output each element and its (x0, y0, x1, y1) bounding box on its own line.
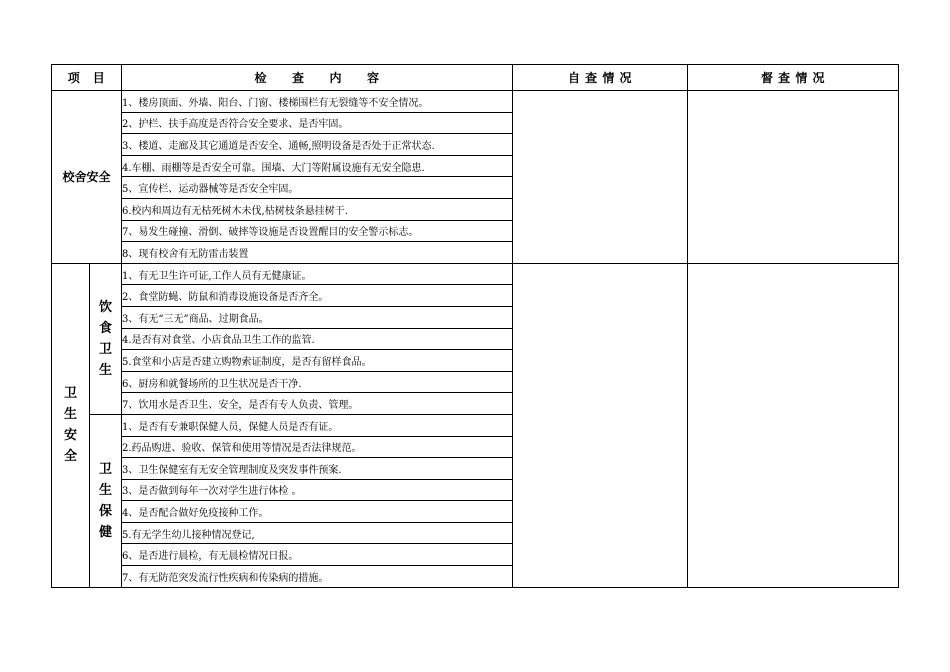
subcategory-health-care: 卫生保健 (90, 414, 122, 587)
check-item: 3、卫生保健室有无安全管理制度及突发事件预案. (122, 458, 513, 480)
supervise-check-cell-health[interactable] (688, 263, 899, 587)
check-item: 8、现有校舍有无防雷击装置 (122, 242, 513, 264)
check-item: 7、有无防范突发流行性疾病和传染病的措施。 (122, 566, 513, 588)
check-item: 6、是否进行晨检，有无晨检情况日报。 (122, 544, 513, 566)
check-item: 2.药品购进、验收、保管和使用等情况是否法律规范。 (122, 436, 513, 458)
header-supervise-check: 督 查 情 况 (688, 65, 899, 91)
category-campus-safety: 校舍安全 (52, 91, 122, 264)
check-item: 5.有无学生幼儿接种情况登记, (122, 522, 513, 544)
check-item: 4.车棚、雨棚等是否安全可靠。围墙、大门等附属设施有无安全隐患. (122, 155, 513, 177)
check-item: 1、楼房顶面、外墙、阳台、门窗、楼梯围栏有无裂缝等不安全情况。 (122, 91, 513, 113)
check-item: 3、是否做到每年一次对学生进行体检 。 (122, 479, 513, 501)
header-row (52, 65, 899, 91)
safety-inspection-table (51, 64, 899, 588)
subcategory-food-hygiene: 饮食卫生 (90, 263, 122, 414)
self-check-cell-campus[interactable] (513, 91, 688, 264)
check-item: 2、食堂防蝇、防鼠和消毒设施设备是否齐全。 (122, 285, 513, 307)
check-item: 3、楼道、走廊及其它通道是否安全、通畅,照明设备是否处于正常状态. (122, 134, 513, 156)
check-item: 4、是否配合做好免疫接种工作。 (122, 501, 513, 523)
table-row (52, 91, 899, 113)
check-item: 7、易发生碰撞、滑倒、破摔等设施是否设置醒目的安全警示标志。 (122, 220, 513, 242)
check-item: 6、厨房和就餐场所的卫生状况是否干净. (122, 371, 513, 393)
check-item: 1、有无卫生许可证,工作人员有无健康证。 (122, 263, 513, 285)
header-self-check: 自 查 情 况 (513, 65, 688, 91)
check-item: 4.是否有对食堂、小店食品卫生工作的监管. (122, 328, 513, 350)
header-project: 项 目 (52, 65, 122, 91)
check-item: 6.校内和周边有无枯死树木未伐,枯树枝条悬挂树干. (122, 198, 513, 220)
header-content: 检 查 内 容 (122, 65, 513, 91)
self-check-cell-health[interactable] (513, 263, 688, 587)
check-item: 1、是否有专兼职保健人员，保健人员是否有证。 (122, 414, 513, 436)
category-health-safety: 卫生安全 (52, 263, 90, 587)
supervise-check-cell-campus[interactable] (688, 91, 899, 264)
check-item: 5.食堂和小店是否建立购物索证制度，是否有留样食品。 (122, 350, 513, 372)
check-item: 2、护栏、扶手高度是否符合安全要求、是否牢固。 (122, 112, 513, 134)
check-item: 7、饮用水是否卫生、安全，是否有专人负责、管理。 (122, 393, 513, 415)
check-item: 5、宣传栏、运动器械等是否安全牢固。 (122, 177, 513, 199)
check-item: 3、有无“三无”商品、过期食品。 (122, 306, 513, 328)
table-row (52, 263, 899, 285)
